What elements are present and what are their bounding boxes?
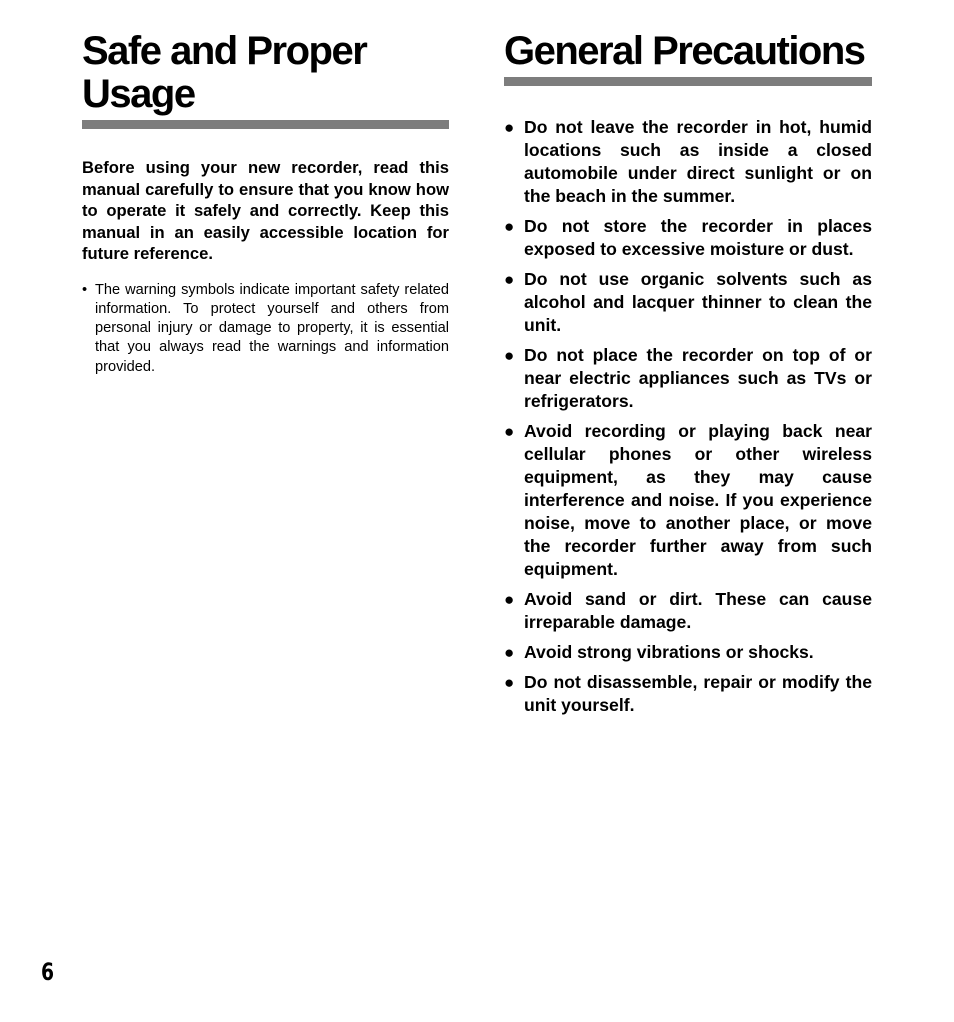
circle-bullet-icon: ● <box>504 118 515 137</box>
circle-bullet-icon: ● <box>504 270 515 289</box>
note-text: The warning symbols indicate important safety related information. To protect yourself and others from personal injury or damage to property, it is essential that you always read the warnings and information provided. <box>95 281 449 375</box>
precaution-text: Do not disassemble, repair or modify the unit yourself. <box>524 672 872 715</box>
precaution-item <box>504 116 872 208</box>
note-list <box>82 281 449 377</box>
section-title-general-precautions: General Precautions <box>504 29 865 73</box>
page-number: 6 <box>41 958 55 986</box>
circle-bullet-icon: ● <box>504 346 515 365</box>
precaution-text: Avoid recording or playing back near cellular phones or other wireless equipment, as they may cause interference and noise. If you experience noise, move to another place, or move the recorder further away from such equipment. <box>524 421 872 579</box>
precaution-item <box>504 588 872 634</box>
precaution-text: Do not place the recorder on top of or near electric appliances such as TVs or refrigerators. <box>524 345 872 411</box>
circle-bullet-icon: ● <box>504 422 515 441</box>
precaution-item <box>504 215 872 261</box>
precaution-text: Avoid strong vibrations or shocks. <box>524 642 814 662</box>
intro-paragraph: Before using your new recorder, read this manual carefully to ensure that you know how to operate it safely and correctly. Keep this manual in an easily accessible location for future reference. <box>82 158 449 263</box>
precaution-item <box>504 641 872 664</box>
section-title-safe-usage: Safe and Proper Usage <box>82 29 367 116</box>
title-rule <box>82 120 449 129</box>
precaution-text: Do not store the recorder in places exposed to excessive moisture or dust. <box>524 216 872 259</box>
precaution-text: Do not leave the recorder in hot, humid locations such as inside a closed automobile under direct sunlight or on the beach in the summer. <box>524 117 872 206</box>
precaution-text: Avoid sand or dirt. These can cause irreparable damage. <box>524 589 872 632</box>
precaution-text: Do not use organic solvents such as alcohol and lacquer thinner to clean the unit. <box>524 269 872 335</box>
precaution-item <box>504 268 872 337</box>
circle-bullet-icon: ● <box>504 643 515 662</box>
right-column <box>504 30 872 724</box>
circle-bullet-icon: ● <box>504 590 515 609</box>
precaution-list <box>504 116 872 717</box>
precaution-item <box>504 671 872 717</box>
precaution-item <box>504 344 872 413</box>
left-column <box>82 30 449 377</box>
note-item <box>82 281 449 377</box>
circle-bullet-icon: ● <box>504 673 515 692</box>
circle-bullet-icon: ● <box>504 217 515 236</box>
bullet-icon: • <box>82 281 88 298</box>
precaution-item <box>504 420 872 581</box>
title-rule <box>504 77 872 86</box>
